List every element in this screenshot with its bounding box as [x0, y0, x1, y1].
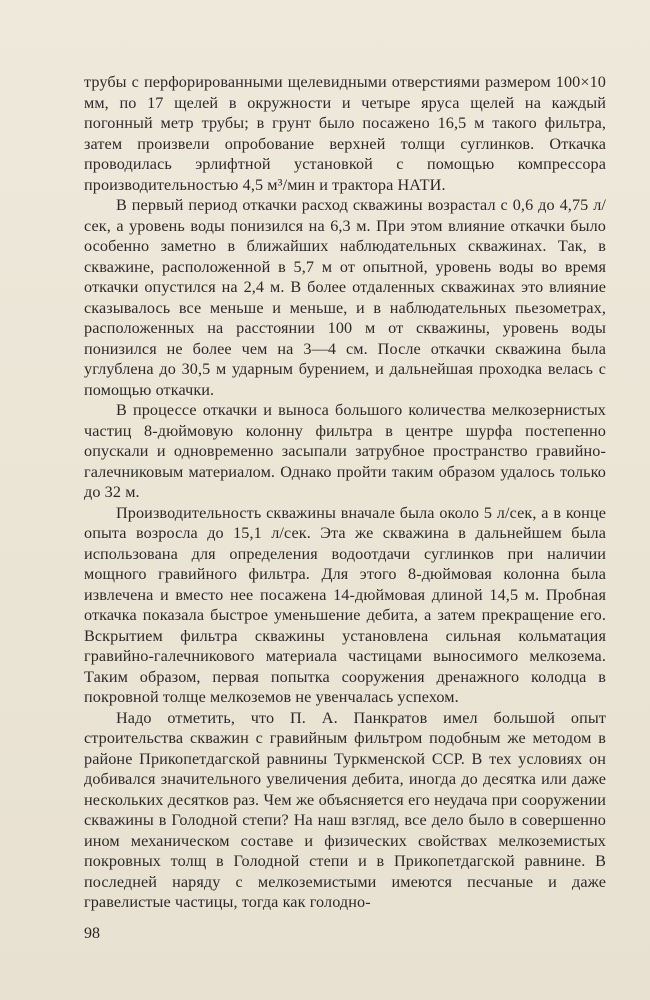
- text-column: [84, 72, 606, 913]
- paragraph-pankratov-experience: Надо отметить, что П. А. Панкратов имел большой опыт строительства скважин с гравийным фильтром подобным же методом в районе Прикопетдагской равнины Туркменской ССР. В тех условиях он добивался значительного увеличения дебита, иногда до десятка или даже нескольких десятков раз. Чем же объясняется его неудача при сооружении скважины в Голодной степи? На наш взгляд, все дело было в совершенно ином механическом составе и физических свойствах мелкоземистых покровных толщ в Голодной степи и в Прикопетдагской равнине. В последней наряду с мелкоземистыми имеются песчаные и даже гравелистые частицы, тогда как голодно-: [84, 708, 606, 911]
- paragraph-pumping-first-period: В первый период откачки расход скважины возрастал с 0,6 до 4,75 л/сек, а уровень воды понизился на 6,3 м. При этом влияние откачки было особенно заметно в ближайших наблюдательных скважинах. Так, в скважине, расположенной в 5,7 м от опытной, уровень воды во время откачки опустился на 2,4 м. В более отдаленных скважинах это влияние сказывалось все меньше и меньше, и в наблюдательных пьезометрах, расположенных на расстоянии 100 м от скважины, уровень воды понизился не более чем на 3—4 см. После откачки скважина была углублена до 30,5 м ударным бурением, и дальнейшая проходка велась с помощью откачки.: [84, 196, 606, 399]
- page-number: 98: [84, 925, 100, 942]
- paragraph-continued: трубы с перфорированными щелевидными отверстиями размером 100×10 мм, по 17 щелей в окружности и четыре яруса щелей на каждый погонный метр трубы; в грунт было посажено 16,5 м такого фильтра, затем произвели опробование верхней толщи суглинков. Откачка проводилась эрлифтной установкой с помощью компрессора производительностью 4,5 м³/мин и трактора НАТИ.: [84, 73, 606, 194]
- paragraph-pumping-process: В процессе откачки и выноса большого количества мелкозернистых частиц 8-дюймовую колонну фильтра в центре шурфа постепенно опускали и одновременно засыпали затрубное пространство гравийно-галечниковым материалом. Однако пройти таким образом удалось только до 32 м.: [84, 401, 606, 501]
- paragraph-well-productivity: Производительность скважины вначале была около 5 л/сек, а в конце опыта возросла до 15,1 л/сек. Эта же скважина в дальнейшем была использована для определения водоотдачи суглинков при наличии мощного гравийного фильтра. Для этого 8-дюймовая колонна была извлечена и вместо нее посажена 14-дюймовая длиной 14,5 м. Пробная откачка показала быстрое уменьшение дебита, а затем прекращение его. Вскрытием фильтра скважины установлена сильная кольматация гравийно-галечникового материала частицами выносимого мелкозема. Таким образом, первая попытка сооружения дренажного колодца в покровной толще мелкоземов не увенчалась успехом.: [84, 503, 606, 706]
